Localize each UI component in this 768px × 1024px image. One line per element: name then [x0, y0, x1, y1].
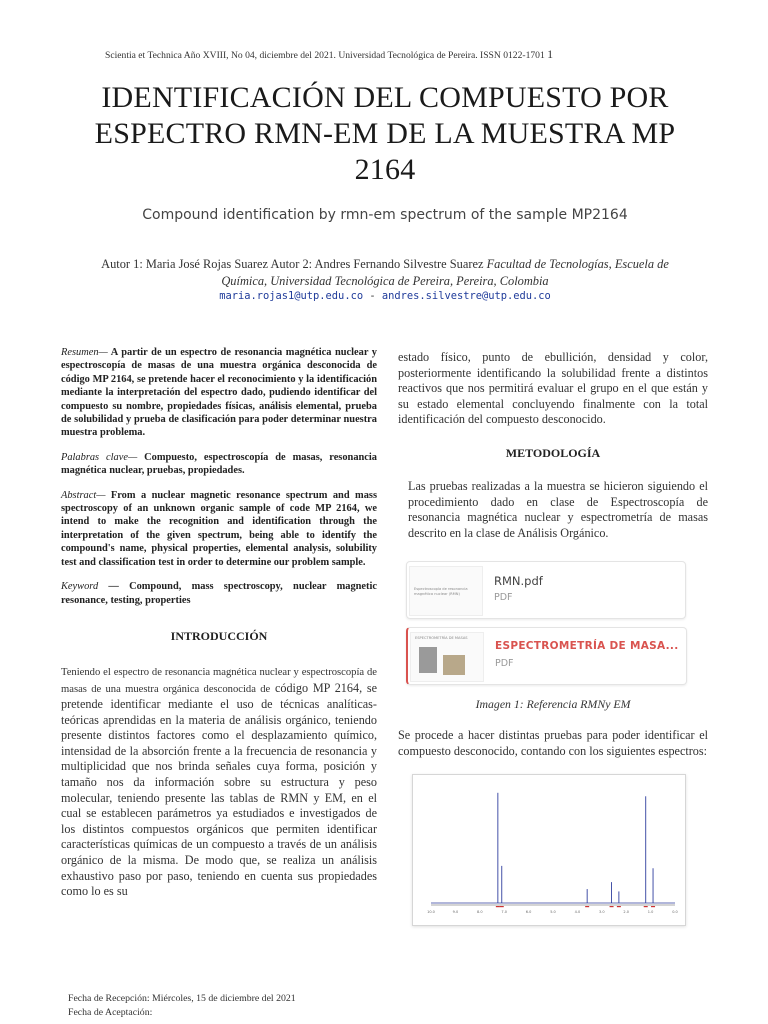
spectrum-tick-label: 8.0	[477, 909, 483, 914]
left-column	[61, 346, 377, 900]
introduccion-paragraph	[61, 664, 377, 900]
right-column	[398, 350, 708, 926]
page-number: 1	[547, 47, 554, 61]
paper-subtitle: Compound identification by rmn-em spectrum of the sample MP2164	[142, 207, 628, 223]
journal-citation: Scientia et Technica Año XVIII, No 04, diciembre del 2021. Universidad Tecnológica de Pereira. ISSN 0122-1701	[105, 50, 545, 61]
footer	[68, 992, 296, 1020]
espectrometria-pdf-type: PDF	[495, 658, 514, 670]
rmn-pdf-name: RMN.pdf	[494, 574, 543, 589]
abstract-label: Abstract—	[61, 489, 106, 501]
email-link-1[interactable]: maria.rojas1@utp.edu.co	[219, 290, 364, 302]
spectrum-tick-label: 5.0	[550, 909, 556, 914]
resumen-text: A partir de un espectro de resonancia magnética nuclear y espectroscopía de masas de una muestra orgánica desconocida de código MP 2164, se pretende hacer el reconocimiento y la identificación mediante la interpretación del espectro dado, pudiendo identificar del compuesto su nombre, propiedades físicas, análisis elemental, prueba de solubilidad y prueba de clasificación para poder determinar nuestra muestra problema.	[61, 347, 377, 439]
metodologia-heading: METODOLOGÍA	[505, 445, 601, 460]
keyword-text: — Compound, mass spectroscopy, nuclear magnetic resonance, testing, properties	[61, 581, 377, 606]
palabras-clave-label: Palabras clave—	[61, 451, 138, 463]
espectrometria-pdf-attachment[interactable]	[406, 627, 687, 685]
spectrum-integration-mark	[585, 906, 589, 907]
author-block	[100, 256, 670, 290]
figure-caption: Imagen 1: Referencia RMNy EM	[475, 697, 631, 712]
fecha-recepcion: Fecha de Recepción: Miércoles, 15 de diciembre del 2021	[68, 993, 296, 1004]
spectrum-integration-mark	[496, 906, 500, 907]
spectrum-tick-label: 1.0	[647, 909, 654, 914]
thumb-portrait-2	[443, 655, 465, 675]
resumen-paragraph	[61, 346, 377, 440]
palabras-clave-text: Compuesto, espectroscopía de masas, resonancia magnética nuclear, pruebas, propiedades.	[61, 451, 377, 477]
spectrum-integration-mark	[500, 906, 504, 907]
author-emails	[100, 290, 670, 302]
rmn-spectrum-figure	[412, 774, 686, 926]
espectrometria-thumb-caption: ESPECTROMETRÍA DE MASAS	[415, 636, 468, 641]
abstract-text: From a nuclear magnetic resonance spectrum and mass spectroscopy of an unknown organic sample of code MP 2164, we intend to make the recognition and identification through the interpretation of the given spectrum, being able to identify the compound's name, physical properties, elemental analysis, solubility test and classification test in order to determine our problem sample.	[61, 489, 377, 568]
resumen-label: Resumen—	[61, 347, 108, 358]
keyword-paragraph	[61, 580, 377, 607]
intro-body-text: código MP 2164, se pretende identificar mediante el uso de técnicas analíticas-teóricas aprendidas en la materia de análisis orgánico, teniendo presente distintos factores como el desplazamiento químico, intensidad de la absorción frente a la frecuencia de resonancia y multiplicidad que nos brinda señales cuya forma, posición y tamaño nos da información sobre su estructura y peso molecular, teniendo presente las tablas de RMN y EM, en el cual se establecen parámetros ya estudiados e investigados de los distintos compuestos orgánicos que permiten identificar características químicas de un compuesto a través de un análisis orgánico de la misma. De modo que, se realiza un análisis exhaustivo paso por paso, teniendo en cuenta sus propiedades como lo es su	[61, 680, 377, 899]
introduccion-heading: INTRODUCCIÓN	[170, 628, 268, 643]
email-separator: -	[369, 290, 376, 302]
author-affiliation: Facultad de Tecnologías, Escuela de Química, Universidad Tecnológica de Pereira, Pereira, Colombia	[221, 257, 669, 288]
fecha-aceptacion: Fecha de Aceptación:	[68, 1007, 153, 1018]
author-names: Autor 1: Maria José Rojas Suarez Autor 2: Andres Fernando Silvestre Suarez	[101, 257, 484, 271]
spectrum-tick-label: 4.0	[574, 909, 581, 914]
spectrum-tick-label: 2.0	[623, 909, 629, 914]
intro-lead-text: Teniendo el espectro de resonancia magnética nuclear y espectroscopía de masas de una muestra orgánica desconocida de	[61, 666, 377, 695]
journal-header	[105, 47, 553, 62]
palabras-clave-paragraph	[61, 451, 377, 478]
email-link-2[interactable]: andres.silvestre@utp.edu.co	[381, 290, 551, 302]
spectrum-tick-label: 0.0	[672, 909, 678, 914]
spectrum-integration-mark	[617, 906, 621, 907]
spectrum-tick-label: 6.0	[525, 909, 532, 914]
espectrometria-pdf-thumbnail	[410, 632, 484, 682]
rmn-thumb-caption: Espectroscopía de resonancia magnética nuclear (RMN)	[414, 587, 468, 596]
spectrum-tick-label: 9.0	[452, 909, 459, 914]
spectrum-integration-mark	[610, 906, 614, 907]
rmn-spectrum-plot	[413, 775, 685, 925]
procede-paragraph: Se procede a hacer distintas pruebas para poder identificar el compuesto desconocido, contando con los siguientes espectros:	[398, 728, 708, 758]
espectrometria-pdf-name: ESPECTROMETRÍA DE MASA...	[495, 640, 679, 653]
rmn-pdf-attachment[interactable]	[406, 561, 686, 619]
rmn-pdf-type: PDF	[494, 592, 513, 604]
paper-title: IDENTIFICACIÓN DEL COMPUESTO POR ESPECTRO RMN-EM DE LA MUESTRA MP 2164	[94, 81, 676, 186]
abstract-paragraph	[61, 489, 377, 569]
spectrum-tick-label: 7.0	[501, 909, 507, 914]
metodologia-paragraph: Las pruebas realizadas a la muestra se hicieron siguiendo el procedimiento dado en clase de Espectroscopía de resonancia magnética nuclear y espectrometría de masas descrito en la clase de Análisis Orgánico.	[408, 478, 708, 540]
thumb-portrait-1	[419, 647, 437, 673]
rmn-pdf-thumbnail	[409, 566, 483, 616]
spectrum-tick-label: 3.0	[599, 909, 605, 914]
continuation-paragraph: estado físico, punto de ebullición, densidad y color, posteriormente identificando la solubilidad frente a distintos reactivos que nos permitirá evaluar el grupo en el que están y su estado elemental concluyendo finalmente con la total identificación del compuesto desconocido.	[398, 350, 708, 427]
spectrum-tick-label: 10.0	[427, 909, 435, 914]
spectrum-integration-mark	[644, 906, 648, 907]
spectrum-integration-mark	[651, 906, 655, 907]
keyword-label: Keyword	[61, 581, 99, 593]
